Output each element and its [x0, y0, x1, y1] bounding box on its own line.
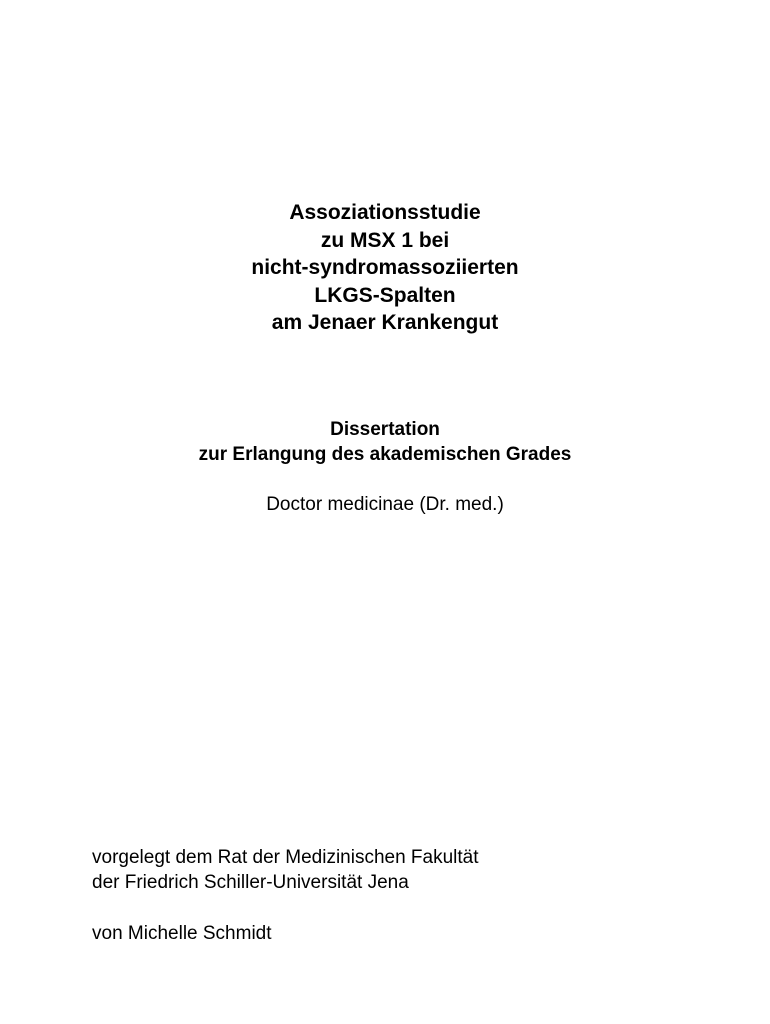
submission-line: der Friedrich Schiller-Universität Jena [92, 872, 409, 893]
dissertation-heading [0, 417, 770, 467]
submission-statement [92, 845, 732, 895]
submission-line: vorgelegt dem Rat der Medizinischen Fakultät [92, 847, 479, 868]
title-line: LKGS-Spalten [314, 283, 456, 307]
degree-name: Doctor medicinae (Dr. med.) [266, 494, 504, 515]
title-line: Assoziationsstudie [289, 201, 481, 224]
title-line: nicht-syndromassoziierten [251, 256, 519, 280]
dissertation-label: Dissertation [330, 419, 440, 440]
author-line: von Michelle Schmidt [92, 923, 272, 944]
title-line: zu MSX 1 bei [320, 228, 450, 252]
thesis-title [0, 199, 770, 337]
dissertation-purpose: zur Erlangung des akademischen Grades [198, 444, 572, 465]
title-line: am Jenaer Krankengut [271, 311, 499, 335]
